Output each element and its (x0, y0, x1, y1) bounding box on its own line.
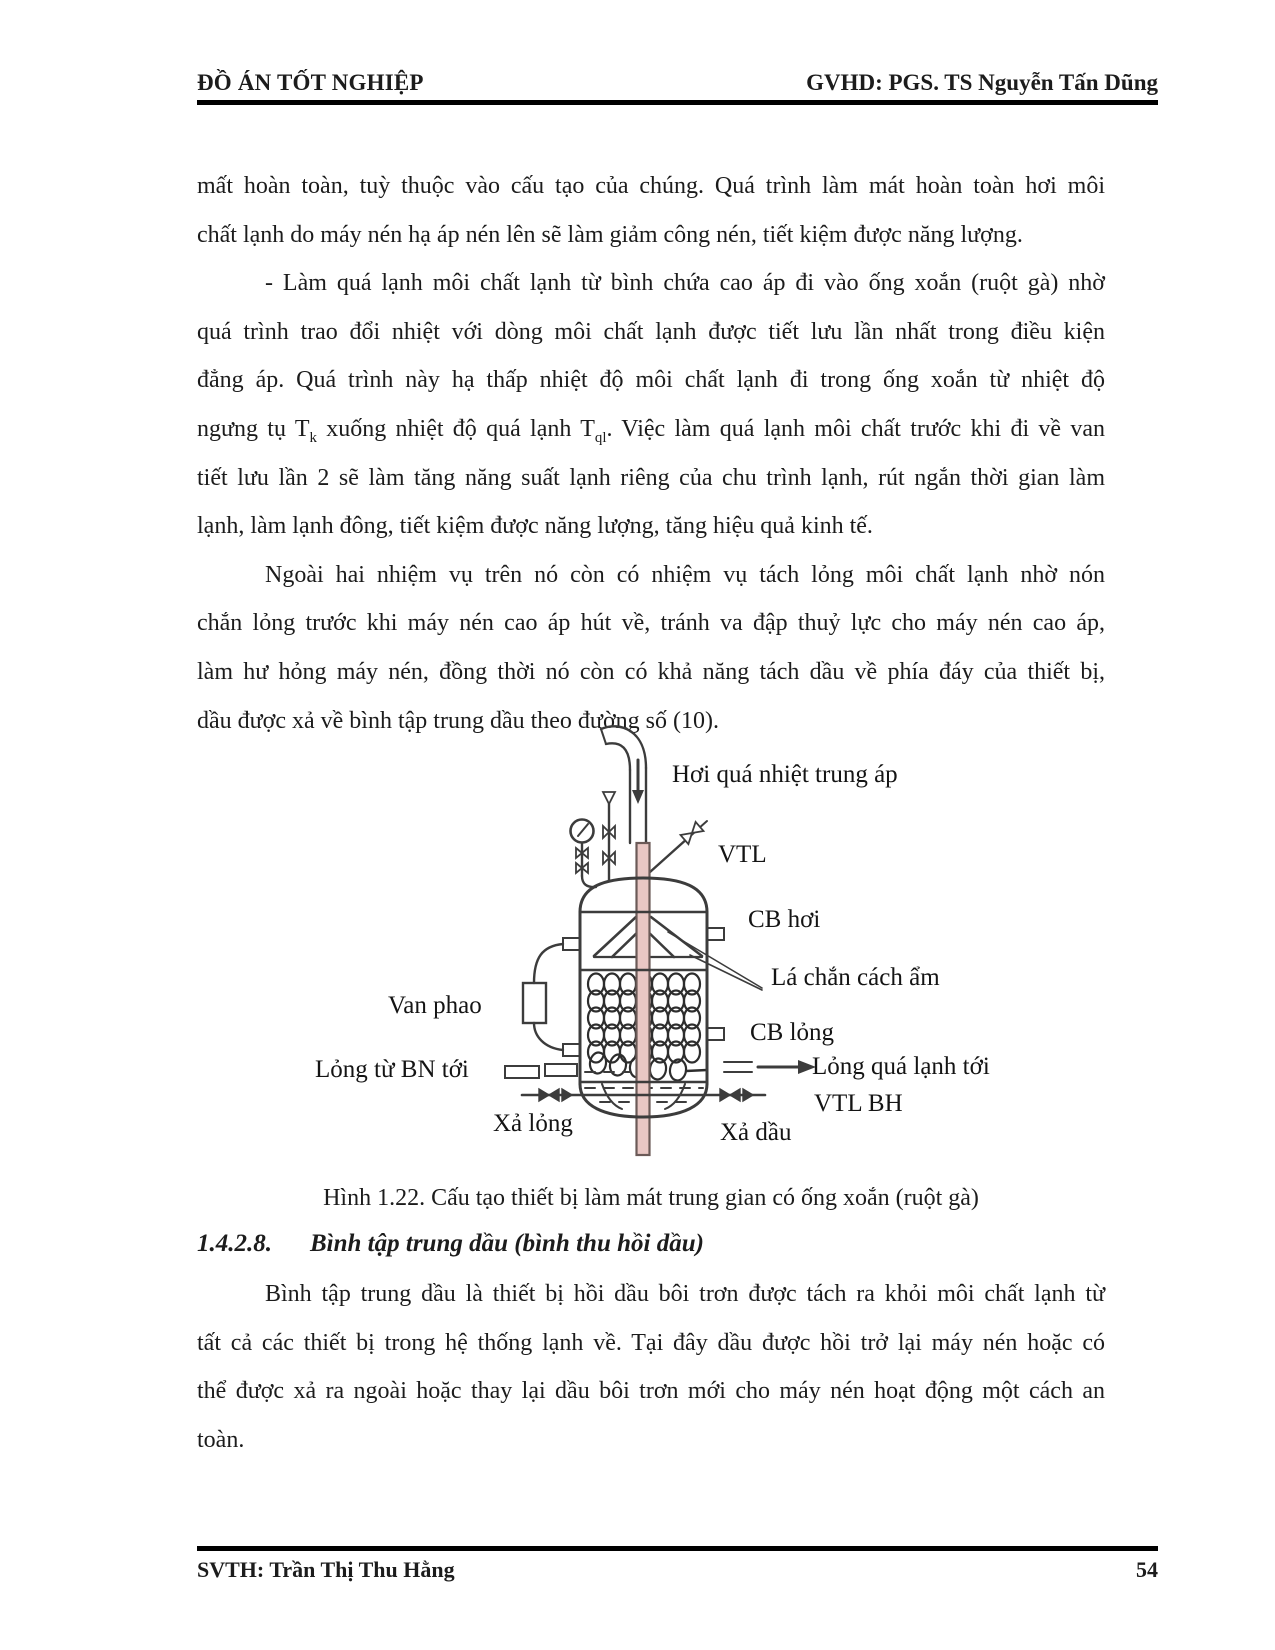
figure-1-22 (300, 700, 1020, 1175)
footer-rule (197, 1546, 1158, 1551)
label-float-valve: Van phao (388, 992, 482, 1019)
label-drain-liquid: Xả lỏng (493, 1110, 573, 1137)
footer-page-number: 54 (1136, 1557, 1158, 1582)
header-rule (197, 100, 1158, 105)
figure-caption: Hình 1.22. Cấu tạo thiết bị làm mát trung gian có ống xoắn (ruột gà) (323, 1185, 979, 1211)
label-cb-liquid: CB lỏng (750, 1019, 835, 1046)
body-line: thể được xả ra ngoài hoặc thay lại dầu bôi trơn mới cho máy nén hoạt động một cách an (197, 1378, 1105, 1405)
body-line: ngưng tụ $T_k$ xuống nhiệt độ quá lạnh $T_{ql}$. Việc làm quá lạnh môi chất trước khi đi về van (197, 415, 1106, 446)
body-text-bottom (197, 1270, 1105, 1464)
label-subcooled-1: Lỏng quá lạnh tới (812, 1053, 990, 1080)
body-line: dầu được xả về bình tập trung dầu theo đường số (10). (197, 707, 719, 734)
body-line: Ngoài hai nhiệm vụ trên nó còn có nhiệm vụ tách lỏng môi chất lạnh nhờ nón (265, 561, 1105, 588)
body-line: tiết lưu lần 2 sẽ làm tăng năng suất lạnh riêng của chu trình lạnh, rút ngắn thời gian làm (197, 464, 1105, 491)
body-line: quá trình trao đổi nhiệt với dòng môi chất lạnh được tiết lưu lần nhất trong điều kiện (197, 318, 1105, 345)
label-baffle: Lá chắn cách ẩm (771, 964, 940, 991)
label-vapor-inlet: Hơi quá nhiệt trung áp (672, 761, 898, 788)
body-line: toàn. (197, 1426, 245, 1453)
body-line: Bình tập trung dầu là thiết bị hồi dầu bôi trơn được tách ra khỏi môi chất lạnh từ (265, 1281, 1105, 1307)
section-title: Bình tập trung dầu (bình thu hồi dầu) (310, 1230, 704, 1257)
section-heading (197, 1226, 704, 1262)
body-line: chất lạnh do máy nén hạ áp nén lên sẽ làm giảm công nén, tiết kiệm được năng lượng. (197, 221, 1023, 248)
body-line: - Làm quá lạnh môi chất lạnh từ bình chứa cao áp đi vào ống xoắn (ruột gà) nhờ (265, 270, 1105, 297)
body-line: lạnh, làm lạnh đông, tiết kiệm được năng lượng, tăng hiệu quả kinh tế. (197, 513, 873, 540)
body-line: tất cả các thiết bị trong hệ thống lạnh về. Tại đây dầu được hồi trở lại máy nén hoặc có (197, 1329, 1105, 1356)
label-liquid-from-bn: Lỏng từ BN tới (315, 1056, 469, 1083)
body-line: làm hư hỏng máy nén, đồng thời nó còn có khả năng tách dầu về phía đáy của thiết bị, (197, 658, 1105, 685)
body-line: mất hoàn toàn, tuỳ thuộc vào cấu tạo của chúng. Quá trình làm mát hoàn toàn hơi môi (197, 173, 1105, 199)
section-number: 1.4.2.8. (197, 1230, 272, 1257)
body-text-top (197, 162, 1105, 745)
central-tube (637, 843, 650, 1155)
header-supervisor: GVHD: PGS. TS Nguyễn Tấn Dũng (806, 70, 1158, 95)
body-line: đẳng áp. Quá trình này hạ thấp nhiệt độ môi chất lạnh đi trong ống xoắn từ nhiệt độ (197, 367, 1105, 394)
header-title: ĐỒ ÁN TỐT NGHIỆP (197, 70, 424, 95)
label-subcooled-2: VTL BH (814, 1090, 903, 1117)
intercooler-diagram (300, 700, 1020, 1175)
float-valve-body (523, 983, 546, 1023)
label-cb-vapor: CB hơi (748, 906, 821, 933)
footer-author: SVTH: Trần Thị Thu Hằng (197, 1557, 455, 1582)
body-line: chắn lỏng trước khi máy nén cao áp hút về, tránh va đập thuỷ lực cho máy nén cao áp, (197, 610, 1105, 637)
label-drain-oil: Xả dầu (720, 1119, 792, 1146)
label-vtl: VTL (718, 841, 767, 868)
